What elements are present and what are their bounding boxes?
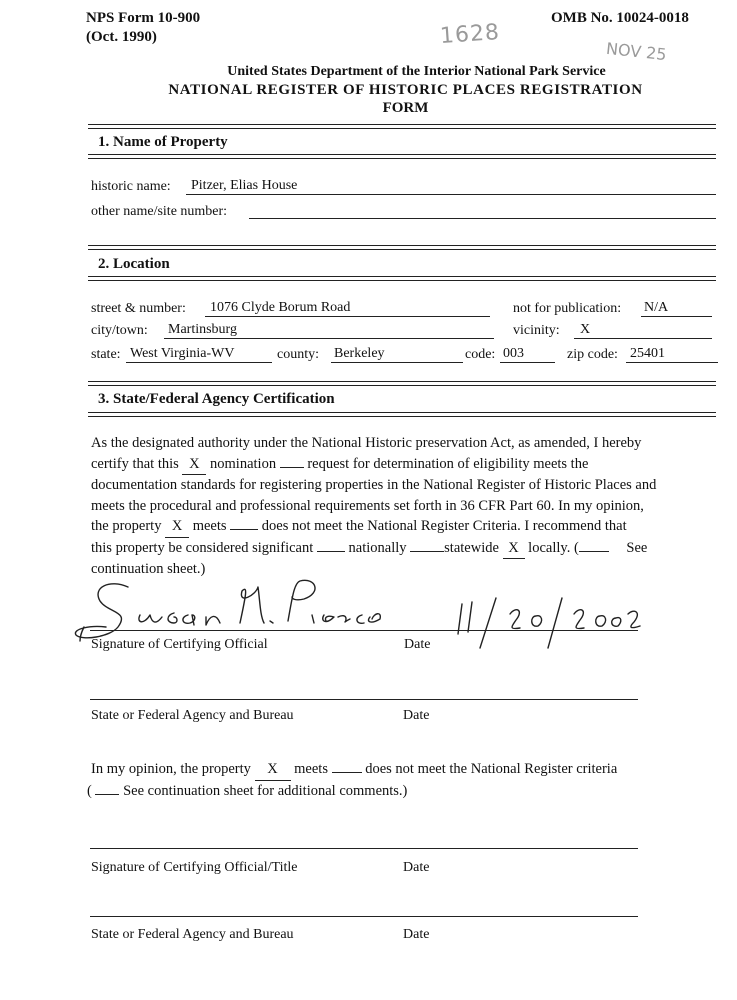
locally-checkmark: X [503, 538, 525, 560]
cert-text: request for determination of eligibility meets the [307, 455, 589, 472]
cert-line: As the designated authority under the National Historic preservation Act, as amended, I hereby [91, 435, 642, 451]
opinion-line [91, 759, 706, 781]
section-divider [88, 249, 716, 250]
cert-text: nomination [210, 455, 277, 472]
county-value: Berkeley [334, 346, 385, 361]
sig2-date-label: Date [403, 860, 430, 875]
agency1-label: State or Federal Agency and Bureau [91, 708, 294, 723]
street-value: 1076 Clyde Borum Road [210, 300, 351, 315]
received-stamp-date: NOV 25 [605, 38, 668, 65]
received-stamp-number: 1628 [439, 19, 501, 50]
section-divider [88, 158, 716, 159]
handwritten-signature [70, 565, 410, 645]
section-divider [88, 412, 716, 413]
county-label: county: [277, 347, 319, 362]
city-underline [164, 338, 494, 339]
county-underline [331, 362, 463, 363]
city-label: city/town: [91, 323, 148, 338]
cert-line: meets the procedural and professional requirements set forth in 36 CFR Part 60. In my opinion, [91, 497, 644, 514]
cert-text: nationally [348, 539, 407, 556]
vicinity-value: X [580, 322, 591, 337]
city-value: Martinsburg [168, 322, 237, 337]
section-3-heading: 3. State/Federal Agency Certification [98, 391, 335, 407]
opinion-paragraph [87, 759, 706, 801]
vicinity-underline [574, 338, 712, 339]
form-title-line2: FORM [382, 100, 429, 116]
handwritten-date [450, 590, 650, 652]
request-blank [280, 455, 304, 468]
nfp-underline [641, 316, 712, 317]
cert-text: does not meet the National Register Criteria. I recommend that [261, 518, 627, 534]
sig1-date-label: Date [404, 637, 431, 652]
opinion-meets-checkmark: X [255, 759, 291, 781]
cert-line [91, 516, 706, 538]
historic-name-underline [186, 194, 716, 195]
section-divider [88, 128, 716, 129]
cert-text: this property be considered significant [91, 539, 314, 556]
sig2-line [90, 848, 638, 849]
certification-paragraph [91, 433, 706, 580]
section-1-heading: 1. Name of Property [98, 134, 228, 150]
not-for-publication-value: N/A [644, 300, 669, 315]
nomination-checkmark: X [182, 454, 206, 476]
omb-number: OMB No. 10024-0018 [551, 10, 689, 26]
code-underline [500, 362, 555, 363]
street-label: street & number: [91, 301, 186, 316]
other-name-label: other name/site number: [91, 204, 228, 219]
form-date: (Oct. 1990) [86, 29, 157, 45]
agency2-date-label: Date [403, 927, 430, 942]
agency1-line [90, 699, 638, 700]
section-divider [88, 245, 716, 246]
opinion-line [87, 781, 706, 802]
cert-text: meets [192, 518, 227, 534]
section-divider [88, 416, 716, 417]
section-divider [88, 276, 716, 277]
cert-line [91, 538, 706, 560]
meets-checkmark: X [165, 516, 189, 538]
code-label: code: [465, 347, 496, 362]
section-divider [88, 280, 716, 281]
sig1-label: Signature of Certifying Official [91, 637, 268, 652]
opinion-text: In my opinion, the property [91, 761, 251, 777]
cert-line: continuation sheet.) [91, 561, 206, 577]
historic-name-label: historic name: [91, 179, 171, 194]
cert-text: locally. ( [528, 539, 579, 556]
opinion-text: does not meet the National Register criteria [365, 761, 618, 777]
agency2-label: State or Federal Agency and Bureau [91, 927, 294, 942]
cert-text: the property [91, 518, 162, 534]
opinion-text: See continuation sheet for additional comments.) [123, 782, 408, 799]
cert-line: documentation standards for registering properties in the National Register of Historic Places and [91, 477, 657, 493]
vicinity-label: vicinity: [513, 323, 560, 338]
not-for-publication-label: not for publication: [513, 301, 622, 316]
zip-label: zip code: [567, 347, 618, 362]
historic-name-value: Pitzer, Elias House [191, 178, 298, 193]
section-divider [88, 385, 716, 386]
agency-heading: United States Department of the Interior National Park Service [227, 64, 606, 79]
cert-text: statewide [444, 539, 499, 556]
other-name-underline [249, 218, 716, 219]
continuation-blank [579, 539, 609, 552]
agency2-line [90, 916, 638, 917]
cert-line [91, 454, 706, 476]
section-2-heading: 2. Location [98, 256, 170, 272]
statewide-blank [410, 539, 444, 552]
state-label: state: [91, 347, 121, 362]
sig2-label: Signature of Certifying Official/Title [91, 860, 298, 875]
section-divider [88, 154, 716, 155]
state-value: West Virginia-WV [130, 346, 235, 361]
opinion-text: ( [87, 782, 92, 799]
street-underline [205, 316, 490, 317]
opinion-text: meets [294, 761, 328, 777]
opinion-continuation-blank [95, 782, 119, 795]
form-number: NPS Form 10-900 [86, 10, 201, 26]
section-divider [88, 124, 716, 125]
opinion-does-not-meet-blank [332, 760, 362, 773]
zip-value: 25401 [630, 346, 665, 361]
zip-underline [626, 362, 718, 363]
section-divider [88, 381, 716, 382]
nationally-blank [317, 539, 345, 552]
signature-line [90, 630, 638, 631]
cert-text: See [626, 539, 648, 556]
form-title-line1: NATIONAL REGISTER OF HISTORIC PLACES REGISTRATION [168, 82, 643, 98]
state-underline [126, 362, 272, 363]
cert-text: certify that this [91, 455, 179, 472]
agency1-date-label: Date [403, 708, 430, 723]
does-not-meet-blank [230, 517, 258, 530]
code-value: 003 [503, 346, 524, 361]
